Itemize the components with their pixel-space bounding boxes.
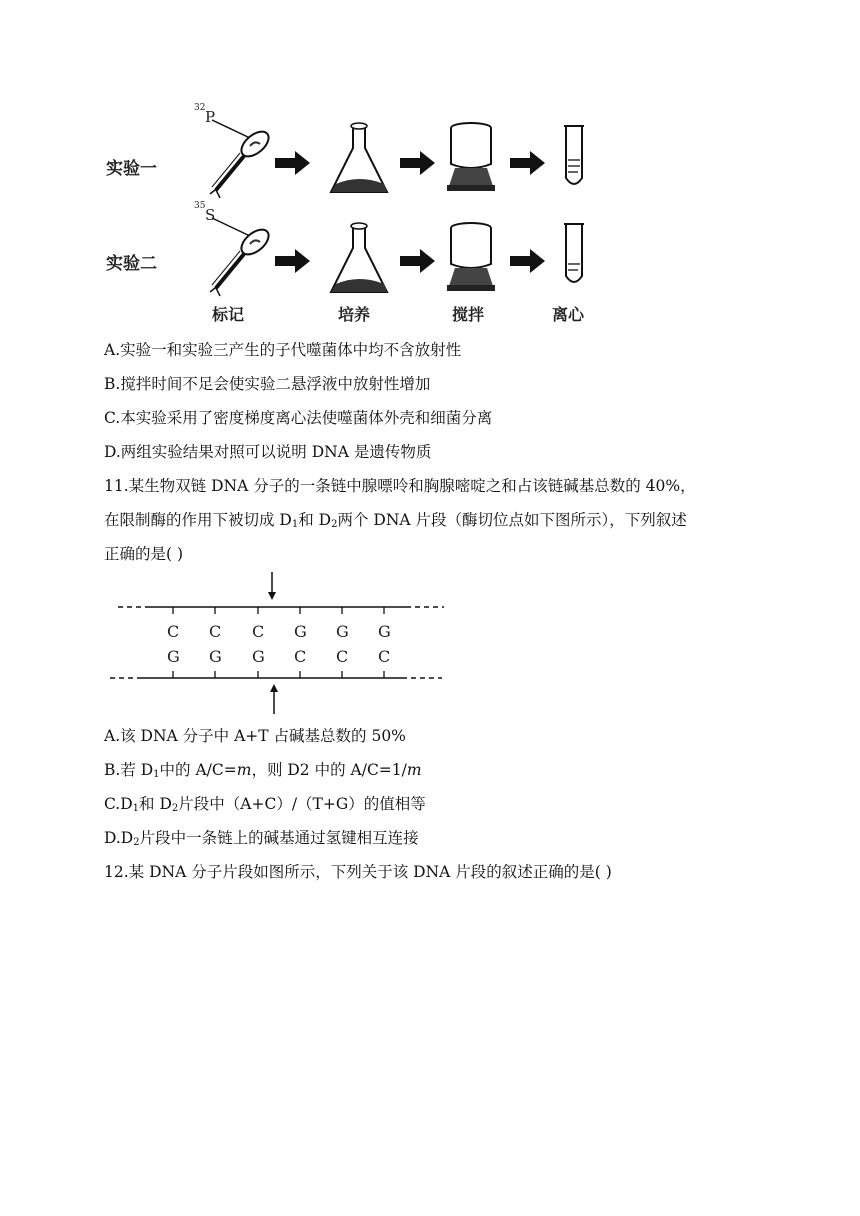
arrow-icon: [400, 249, 435, 273]
base-bottom-6: C: [378, 647, 391, 666]
arrow-icon: [510, 151, 545, 175]
phage-icon: [210, 120, 273, 198]
test-tube-icon: [564, 126, 584, 184]
flask-icon: [331, 123, 387, 192]
q10-option-a: A.实验一和实验三产生的子代噬菌体中均不含放射性: [104, 341, 462, 359]
q12-stem: 12.某 DNA 分子片段如图所示，下列关于该 DNA 片段的叙述正确的是( ): [104, 863, 612, 881]
dna-fragment-diagram: [110, 570, 450, 720]
svg-text:S: S: [205, 206, 216, 224]
base-bottom-3: G: [252, 647, 265, 666]
q10-option-c: C.本实验采用了密度梯度离心法使噬菌体外壳和细菌分离: [104, 409, 493, 427]
q11-stem-line3: 正确的是( ): [104, 545, 184, 563]
q11-option-c: $C.D_1$和 $D_2$片段中（A+C）/（T+G）的值相等: [104, 795, 426, 814]
q11-stem-line2: 在限制酶的作用下被切成 $D_1$和 $D_2$两个 DNA 片段（酶切位点如下图所示），下列叙述: [104, 511, 687, 530]
q11-stem-line1: 11.某生物双链 DNA 分子的一条链中腺嘌呤和胸腺嘧啶之和占该链碱基总数的 40%，: [104, 477, 696, 495]
base-top-5: G: [336, 622, 349, 641]
experiment-two-label: 实验二: [106, 254, 157, 274]
base-top-1: C: [167, 622, 180, 641]
step-label-culture: 培养: [338, 305, 371, 324]
q11-option-d: $D.D_2$片段中一条链上的碱基通过氢键相互连接: [104, 829, 419, 848]
step-label-stir: 搅拌: [452, 305, 485, 324]
experiment-one-label: 实验一: [106, 159, 157, 179]
step-label-mark: 标记: [212, 305, 245, 324]
test-tube-icon: [564, 224, 584, 282]
blender-icon: [447, 223, 495, 291]
base-bottom-1: G: [167, 647, 180, 666]
phage-icon: [210, 218, 273, 296]
base-top-4: G: [294, 622, 307, 641]
base-top-3: C: [252, 622, 265, 641]
q11-option-b: B.若 $D_1$中的 A/C=m，则 D2 中的 A/C=1/m: [104, 761, 422, 780]
svg-text:P: P: [205, 108, 216, 126]
flask-icon: [331, 223, 387, 292]
experiment-diagram: [100, 98, 610, 328]
isotope-s35-label: [194, 201, 215, 224]
step-label-centrifuge: 离心: [552, 305, 585, 324]
arrow-icon: [510, 249, 545, 273]
arrow-icon: [400, 151, 435, 175]
svg-text:35: 35: [194, 201, 206, 211]
q10-option-b: B.搅拌时间不足会使实验二悬浮液中放射性增加: [104, 375, 431, 393]
arrow-icon: [275, 151, 310, 175]
base-top-6: G: [378, 622, 391, 641]
isotope-p32-label: [194, 103, 215, 126]
q11-option-a: A.该 DNA 分子中 A+T 占碱基总数的 50%: [104, 727, 406, 745]
cut-site-arrow-down-icon: [268, 572, 276, 600]
blender-icon: [447, 123, 495, 191]
base-bottom-2: G: [209, 647, 222, 666]
base-bottom-4: C: [294, 647, 307, 666]
base-top-2: C: [209, 622, 222, 641]
svg-text:32: 32: [194, 103, 206, 113]
arrow-icon: [275, 249, 310, 273]
q10-option-d: D.两组实验结果对照可以说明 DNA 是遗传物质: [104, 443, 432, 461]
base-bottom-5: C: [336, 647, 349, 666]
cut-site-arrow-up-icon: [270, 684, 278, 714]
